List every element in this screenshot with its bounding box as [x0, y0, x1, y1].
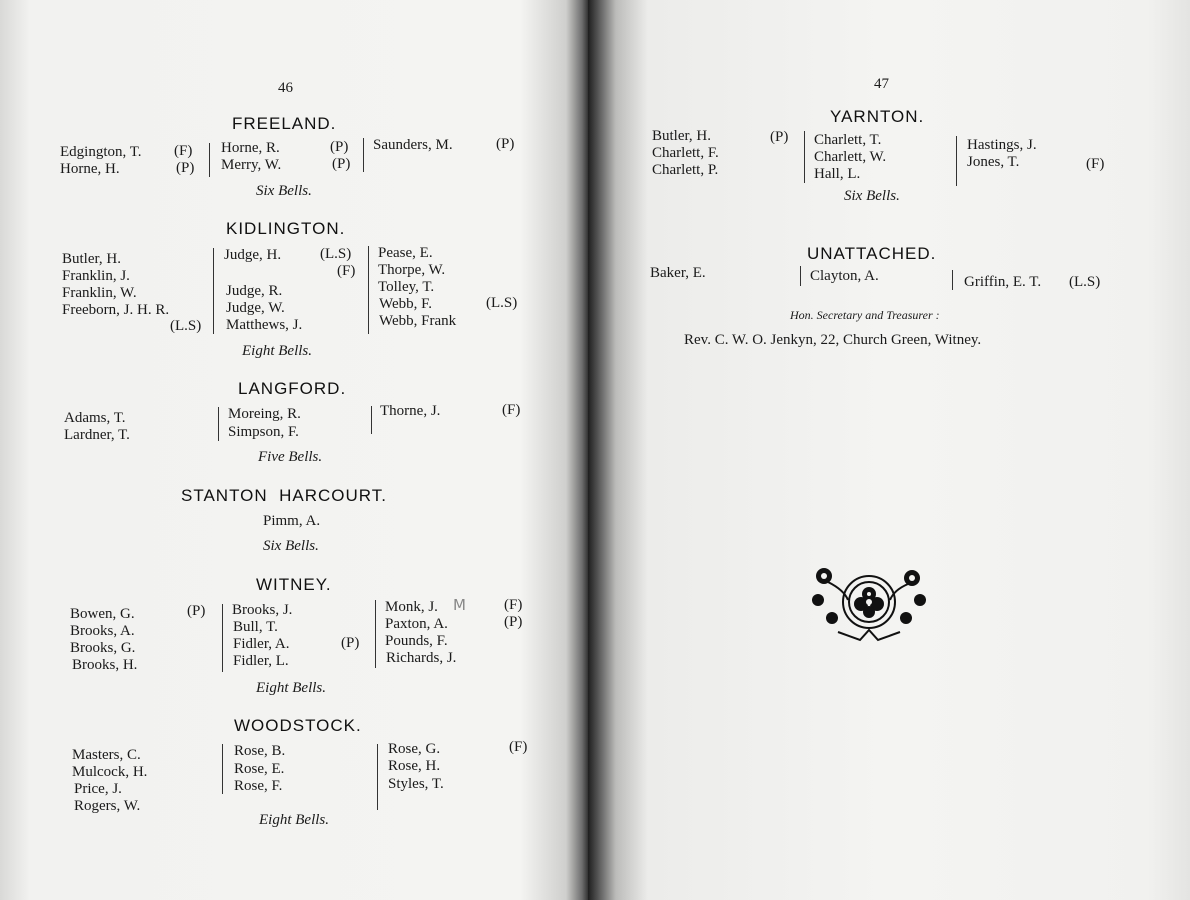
column-divider	[218, 407, 219, 441]
role-mark: (P)	[330, 139, 349, 155]
bells-note: Six Bells.	[256, 183, 312, 199]
column-divider	[371, 406, 372, 434]
list-item: Price, J.	[74, 781, 122, 797]
section-title-witney: WITNEY.	[256, 575, 332, 594]
role-mark: (F)	[337, 263, 356, 279]
list-item: Brooks, G.	[70, 640, 136, 656]
handwritten-annotation: M	[453, 596, 466, 614]
column-divider	[363, 138, 364, 172]
list-item: Rose, B.	[234, 743, 286, 759]
list-item: Simpson, F.	[228, 424, 299, 440]
list-item: Pounds, F.	[385, 633, 448, 649]
list-item: Griffin, E. T.	[964, 274, 1042, 290]
column-divider	[368, 246, 369, 334]
list-item: Baker, E.	[650, 265, 706, 281]
bells-note: Eight Bells.	[256, 680, 326, 696]
role-mark: (P)	[176, 160, 195, 176]
list-item: Adams, T.	[64, 410, 126, 426]
list-item: Richards, J.	[386, 650, 457, 666]
bells-note: Eight Bells.	[242, 343, 312, 359]
section-title-stanton-harcourt: STANTON HARCOURT.	[181, 486, 387, 505]
list-item: Butler, H.	[652, 128, 711, 144]
role-mark: (F)	[502, 402, 521, 418]
list-item: Freeborn, J. H. R.	[62, 302, 170, 318]
role-mark: (P)	[496, 136, 515, 152]
list-item: Styles, T.	[388, 776, 444, 792]
list-item: Thorpe, W.	[378, 262, 446, 278]
left-page	[0, 0, 588, 900]
list-item: Horne, R.	[221, 140, 280, 156]
list-item: Moreing, R.	[228, 406, 301, 422]
section-title-woodstock: WOODSTOCK.	[234, 716, 362, 735]
list-item: Pimm, A.	[263, 513, 321, 529]
floral-ornament-icon	[808, 560, 930, 646]
right-page	[588, 0, 1190, 900]
role-mark: (L.S)	[170, 318, 202, 334]
list-item: Charlett, P.	[652, 162, 719, 178]
list-item: Fidler, L.	[233, 653, 289, 669]
role-mark: (F)	[1086, 156, 1105, 172]
role-mark: (F)	[174, 143, 193, 159]
list-item: Brooks, A.	[70, 623, 135, 639]
list-item: Franklin, W.	[62, 285, 137, 301]
column-divider	[377, 744, 378, 810]
role-mark: (L.S)	[486, 295, 518, 311]
list-item: Bull, T.	[233, 619, 278, 635]
list-item: Webb, Frank	[379, 313, 457, 329]
list-item: Judge, R.	[226, 283, 283, 299]
column-divider	[222, 604, 223, 672]
page-number: 46	[278, 80, 293, 96]
role-mark: (L.S)	[320, 246, 352, 262]
column-divider	[375, 600, 376, 668]
list-item: Franklin, J.	[62, 268, 130, 284]
page-number: 47	[874, 76, 889, 92]
section-title-unattached: UNATTACHED.	[807, 244, 937, 263]
list-item: Tolley, T.	[378, 279, 435, 295]
list-item: Fidler, A.	[233, 636, 290, 652]
role-mark: (P)	[770, 129, 789, 145]
bells-note: Eight Bells.	[259, 812, 329, 828]
list-item: Judge, H.	[224, 247, 282, 263]
list-item: Brooks, J.	[232, 602, 293, 618]
list-item: Jones, T.	[967, 154, 1020, 170]
list-item: Clayton, A.	[810, 268, 879, 284]
role-mark: (P)	[332, 156, 351, 172]
list-item: Hastings, J.	[967, 137, 1037, 153]
list-item: Bowen, G.	[70, 606, 135, 622]
secretary-address: Rev. C. W. O. Jenkyn, 22, Church Green, Witney.	[684, 332, 982, 348]
section-title-langford: LANGFORD.	[238, 379, 347, 398]
list-item: Rose, G.	[388, 741, 441, 757]
bells-note: Six Bells.	[263, 538, 319, 554]
list-item: Webb, F.	[379, 296, 433, 312]
list-item: Pease, E.	[378, 245, 433, 261]
list-item: Paxton, A.	[385, 616, 448, 632]
role-mark: (P)	[341, 635, 360, 651]
section-title-kidlington: KIDLINGTON.	[226, 219, 346, 238]
list-item: Lardner, T.	[64, 427, 130, 443]
list-item: Merry, W.	[221, 157, 282, 173]
list-item: Saunders, M.	[373, 137, 453, 153]
bells-note: Six Bells.	[844, 188, 900, 204]
column-divider	[804, 131, 805, 183]
list-item: Rogers, W.	[74, 798, 141, 814]
list-item: Matthews, J.	[226, 317, 303, 333]
list-item: Thorne, J.	[380, 403, 441, 419]
list-item: Butler, H.	[62, 251, 121, 267]
list-item: Brooks, H.	[72, 657, 138, 673]
role-mark: (F)	[504, 597, 523, 613]
list-item: Masters, C.	[72, 747, 141, 763]
list-item: Horne, H.	[60, 161, 120, 177]
role-mark: (L.S)	[1069, 274, 1101, 290]
bells-note: Five Bells.	[258, 449, 323, 465]
list-item: Rose, H.	[388, 758, 441, 774]
column-divider	[956, 136, 957, 186]
column-divider	[209, 143, 210, 177]
list-item: Monk, J.	[385, 599, 438, 615]
list-item: Judge, W.	[226, 300, 285, 316]
section-title-yarnton: YARNTON.	[830, 107, 925, 126]
list-item: Mulcock, H.	[72, 764, 148, 780]
list-item: Edgington, T.	[60, 144, 142, 160]
section-title-freeland: FREELAND.	[232, 114, 337, 133]
list-item: Charlett, F.	[652, 145, 719, 161]
column-divider	[952, 270, 953, 290]
role-mark: (F)	[509, 739, 528, 755]
list-item: Charlett, W.	[814, 149, 887, 165]
list-item: Hall, L.	[814, 166, 861, 182]
column-divider	[800, 266, 801, 286]
role-mark: (P)	[187, 603, 206, 619]
role-mark: (P)	[504, 614, 523, 630]
list-item: Charlett, T.	[814, 132, 882, 148]
list-item: Rose, E.	[234, 761, 285, 777]
secretary-label: Hon. Secretary and Treasurer :	[790, 308, 940, 322]
list-item: Rose, F.	[234, 778, 283, 794]
column-divider	[213, 248, 214, 334]
column-divider	[222, 744, 223, 794]
